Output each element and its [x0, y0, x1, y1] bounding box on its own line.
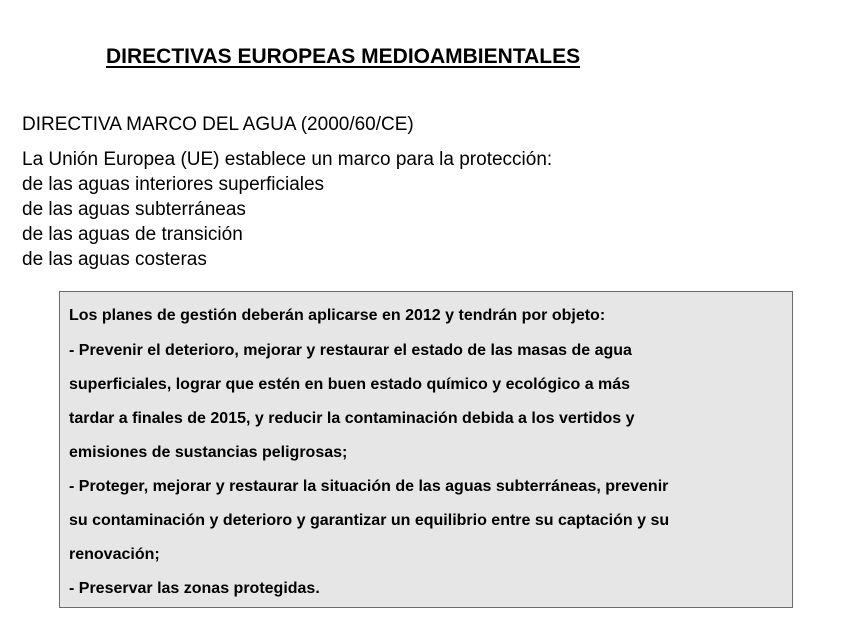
intro-item: de las aguas costeras — [22, 249, 207, 270]
page-title: DIRECTIVAS EUROPEAS MEDIOAMBIENTALES — [106, 45, 581, 68]
box-line: superficiales, lograr que estén en buen estado químico y ecológico a más — [69, 376, 631, 393]
box-heading: Los planes de gestión deberán aplicarse en 2012 y tendrán por objeto: — [69, 307, 606, 324]
box-line: tardar a finales de 2015, y reducir la contaminación debida a los vertidos y — [69, 410, 635, 427]
box-line: - Preservar las zonas protegidas. — [69, 580, 320, 597]
box-line: - Proteger, mejorar y restaurar la situación de las aguas subterráneas, prevenir — [69, 478, 669, 495]
management-plans-box — [59, 291, 793, 608]
intro-item: de las aguas de transición — [22, 224, 243, 245]
intro-paragraph — [22, 147, 552, 272]
intro-lead: La Unión Europea (UE) establece un marco para la protección: — [22, 149, 553, 170]
box-line: renovación; — [69, 546, 160, 563]
intro-item: de las aguas interiores superficiales — [22, 174, 325, 195]
box-line: emisiones de sustancias peligrosas; — [69, 444, 348, 461]
box-line: - Prevenir el deterioro, mejorar y restaurar el estado de las masas de agua — [69, 342, 632, 359]
directive-subtitle: DIRECTIVA MARCO DEL AGUA (2000/60/CE) — [22, 114, 414, 135]
box-line: su contaminación y deterioro y garantizar un equilibrio entre su captación y su — [69, 512, 670, 529]
intro-item: de las aguas subterráneas — [22, 199, 246, 220]
